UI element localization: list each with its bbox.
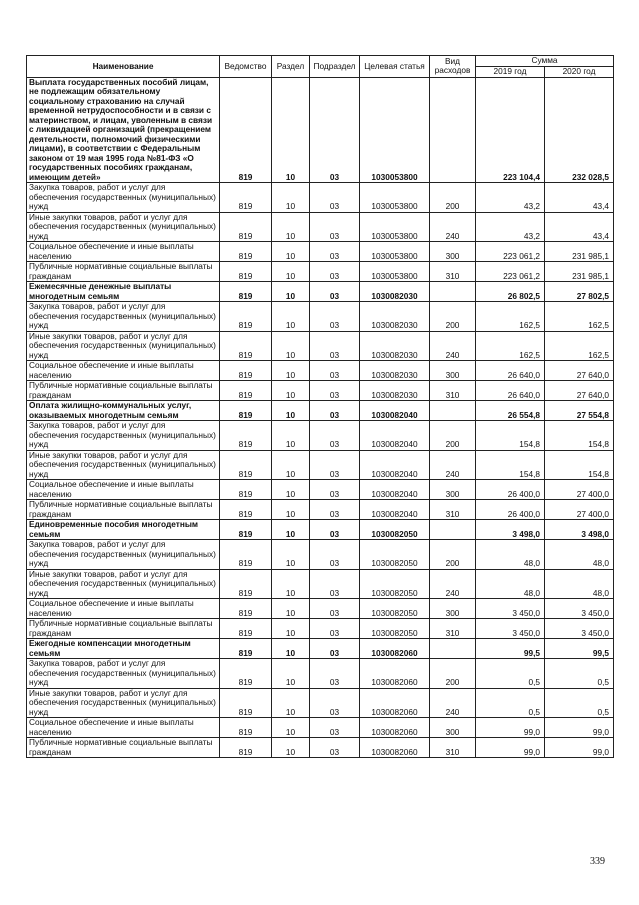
table-row [27, 212, 614, 242]
row-section: 10 [272, 183, 310, 213]
row-section: 10 [272, 480, 310, 500]
row-name: Публичные нормативные социальные выплаты гражданам [27, 262, 220, 282]
row-department: 819 [220, 77, 272, 183]
row-department: 819 [220, 183, 272, 213]
row-sum-2020: 154,8 [545, 421, 614, 451]
row-expense-type [430, 282, 476, 302]
table-row [27, 738, 614, 758]
row-target: 1030082030 [360, 331, 430, 361]
table-row [27, 401, 614, 421]
row-sum-2020: 231 985,1 [545, 242, 614, 262]
row-sum-2020: 0,5 [545, 659, 614, 689]
row-sum-2019: 223 104,4 [476, 77, 545, 183]
row-subsection: 03 [310, 500, 360, 520]
row-sum-2020: 3 498,0 [545, 520, 614, 540]
row-expense-type: 240 [430, 450, 476, 480]
row-expense-type: 310 [430, 500, 476, 520]
row-target: 1030082030 [360, 282, 430, 302]
row-department: 819 [220, 738, 272, 758]
row-sum-2020: 162,5 [545, 302, 614, 332]
row-department: 819 [220, 569, 272, 599]
row-expense-type: 310 [430, 381, 476, 401]
table-row [27, 381, 614, 401]
row-sum-2020: 27 640,0 [545, 381, 614, 401]
row-name: Ежегодные компенсации многодетным семьям [27, 639, 220, 659]
row-section: 10 [272, 569, 310, 599]
row-section: 10 [272, 421, 310, 451]
row-expense-type: 310 [430, 619, 476, 639]
row-section: 10 [272, 381, 310, 401]
row-target: 1030082030 [360, 361, 430, 381]
table-row [27, 639, 614, 659]
row-name: Публичные нормативные социальные выплаты гражданам [27, 738, 220, 758]
row-name: Закупка товаров, работ и услуг для обеспечения государственных (муниципальных) нужд [27, 302, 220, 332]
row-name: Единовременные пособия многодетным семьям [27, 520, 220, 540]
row-subsection: 03 [310, 540, 360, 570]
table-row [27, 520, 614, 540]
budget-table [26, 55, 614, 758]
row-target: 1030082060 [360, 738, 430, 758]
table-row [27, 450, 614, 480]
row-section: 10 [272, 401, 310, 421]
row-department: 819 [220, 500, 272, 520]
row-name: Ежемесячные денежные выплаты многодетным семьям [27, 282, 220, 302]
row-expense-type: 300 [430, 599, 476, 619]
row-department: 819 [220, 242, 272, 262]
row-sum-2019: 3 450,0 [476, 619, 545, 639]
row-sum-2020: 3 450,0 [545, 619, 614, 639]
row-department: 819 [220, 520, 272, 540]
row-subsection: 03 [310, 242, 360, 262]
row-target: 1030053800 [360, 212, 430, 242]
row-sum-2019: 48,0 [476, 569, 545, 599]
row-name: Иные закупки товаров, работ и услуг для обеспечения государственных (муниципальных) нужд [27, 212, 220, 242]
row-section: 10 [272, 520, 310, 540]
row-target: 1030082030 [360, 381, 430, 401]
row-expense-type: 300 [430, 480, 476, 500]
row-sum-2020: 231 985,1 [545, 262, 614, 282]
row-target: 1030082060 [360, 688, 430, 718]
row-sum-2020: 3 450,0 [545, 599, 614, 619]
row-sum-2020: 48,0 [545, 569, 614, 599]
row-sum-2020: 27 400,0 [545, 500, 614, 520]
row-expense-type: 300 [430, 361, 476, 381]
table-row [27, 282, 614, 302]
row-expense-type: 200 [430, 421, 476, 451]
row-sum-2019: 48,0 [476, 540, 545, 570]
header-name: Наименование [27, 56, 220, 78]
row-section: 10 [272, 540, 310, 570]
row-section: 10 [272, 738, 310, 758]
row-sum-2020: 232 028,5 [545, 77, 614, 183]
row-target: 1030053800 [360, 77, 430, 183]
row-department: 819 [220, 540, 272, 570]
row-subsection: 03 [310, 401, 360, 421]
row-sum-2020: 99,0 [545, 718, 614, 738]
row-expense-type: 300 [430, 242, 476, 262]
row-sum-2019: 43,2 [476, 212, 545, 242]
row-sum-2019: 3 498,0 [476, 520, 545, 540]
row-expense-type: 240 [430, 688, 476, 718]
table-row [27, 619, 614, 639]
row-name: Иные закупки товаров, работ и услуг для обеспечения государственных (муниципальных) нужд [27, 331, 220, 361]
row-expense-type [430, 520, 476, 540]
row-department: 819 [220, 361, 272, 381]
row-subsection: 03 [310, 688, 360, 718]
row-expense-type: 300 [430, 718, 476, 738]
table-row [27, 718, 614, 738]
row-name: Социальное обеспечение и иные выплаты населению [27, 718, 220, 738]
row-sum-2020: 162,5 [545, 331, 614, 361]
row-expense-type: 240 [430, 569, 476, 599]
row-name: Выплата государственных пособий лицам, не подлежащим обязательному социальному страхованию на случай временной нетрудоспособности и в связи с материнством, и лицам, уволенным в связи с ликвидацией организаций (прекращением деятельности, полномочий физическими лицами), в соответствии с Федеральным законом от 19 мая 1995 года №81-ФЗ «О государственных пособиях гражданам, имеющим детей» [27, 77, 220, 183]
row-expense-type: 200 [430, 540, 476, 570]
row-name: Закупка товаров, работ и услуг для обеспечения государственных (муниципальных) нужд [27, 540, 220, 570]
row-section: 10 [272, 282, 310, 302]
row-sum-2019: 43,2 [476, 183, 545, 213]
table-row [27, 242, 614, 262]
row-section: 10 [272, 242, 310, 262]
table-row [27, 599, 614, 619]
row-subsection: 03 [310, 659, 360, 689]
row-sum-2019: 26 400,0 [476, 480, 545, 500]
row-sum-2020: 154,8 [545, 450, 614, 480]
row-sum-2019: 223 061,2 [476, 262, 545, 282]
row-sum-2019: 99,0 [476, 738, 545, 758]
table-row [27, 480, 614, 500]
row-name: Закупка товаров, работ и услуг для обеспечения государственных (муниципальных) нужд [27, 183, 220, 213]
row-target: 1030082050 [360, 619, 430, 639]
row-sum-2020: 27 802,5 [545, 282, 614, 302]
row-expense-type: 240 [430, 331, 476, 361]
row-department: 819 [220, 262, 272, 282]
row-target: 1030082040 [360, 401, 430, 421]
table-row [27, 77, 614, 183]
row-department: 819 [220, 381, 272, 401]
row-section: 10 [272, 450, 310, 480]
row-name: Социальное обеспечение и иные выплаты населению [27, 480, 220, 500]
row-department: 819 [220, 401, 272, 421]
row-target: 1030082030 [360, 302, 430, 332]
row-sum-2019: 162,5 [476, 302, 545, 332]
row-subsection: 03 [310, 77, 360, 183]
row-subsection: 03 [310, 639, 360, 659]
row-name: Публичные нормативные социальные выплаты гражданам [27, 381, 220, 401]
row-department: 819 [220, 302, 272, 332]
table-row [27, 331, 614, 361]
row-subsection: 03 [310, 520, 360, 540]
row-expense-type: 310 [430, 738, 476, 758]
row-section: 10 [272, 500, 310, 520]
row-target: 1030053800 [360, 183, 430, 213]
row-section: 10 [272, 361, 310, 381]
table-row [27, 540, 614, 570]
row-sum-2020: 27 554,8 [545, 401, 614, 421]
row-target: 1030082040 [360, 480, 430, 500]
row-department: 819 [220, 282, 272, 302]
header-target: Целевая статья [360, 56, 430, 78]
row-name: Социальное обеспечение и иные выплаты населению [27, 361, 220, 381]
table-row [27, 262, 614, 282]
table-row [27, 659, 614, 689]
row-subsection: 03 [310, 619, 360, 639]
row-subsection: 03 [310, 738, 360, 758]
row-section: 10 [272, 212, 310, 242]
row-section: 10 [272, 302, 310, 332]
row-subsection: 03 [310, 450, 360, 480]
row-target: 1030082050 [360, 540, 430, 570]
row-subsection: 03 [310, 361, 360, 381]
row-target: 1030082040 [360, 421, 430, 451]
row-subsection: 03 [310, 718, 360, 738]
row-sum-2020: 99,0 [545, 738, 614, 758]
row-sum-2020: 27 400,0 [545, 480, 614, 500]
row-section: 10 [272, 639, 310, 659]
header-sum: Сумма [476, 56, 614, 67]
row-name: Иные закупки товаров, работ и услуг для обеспечения государственных (муниципальных) нужд [27, 450, 220, 480]
row-department: 819 [220, 331, 272, 361]
row-department: 819 [220, 450, 272, 480]
row-subsection: 03 [310, 480, 360, 500]
row-department: 819 [220, 619, 272, 639]
row-subsection: 03 [310, 569, 360, 599]
page-number: 339 [590, 856, 605, 867]
row-department: 819 [220, 639, 272, 659]
row-department: 819 [220, 688, 272, 718]
row-expense-type: 240 [430, 212, 476, 242]
row-sum-2020: 43,4 [545, 212, 614, 242]
row-sum-2019: 162,5 [476, 331, 545, 361]
row-sum-2020: 48,0 [545, 540, 614, 570]
row-target: 1030082040 [360, 450, 430, 480]
row-target: 1030053800 [360, 242, 430, 262]
row-department: 819 [220, 212, 272, 242]
row-sum-2019: 3 450,0 [476, 599, 545, 619]
row-sum-2019: 223 061,2 [476, 242, 545, 262]
row-expense-type [430, 639, 476, 659]
row-section: 10 [272, 331, 310, 361]
row-sum-2019: 26 400,0 [476, 500, 545, 520]
table-row [27, 302, 614, 332]
header-year-2019: 2019 год [476, 67, 545, 78]
row-sum-2019: 26 802,5 [476, 282, 545, 302]
header-department: Ведомство [220, 56, 272, 78]
row-department: 819 [220, 421, 272, 451]
header-subsection: Подраздел [310, 56, 360, 78]
row-expense-type: 200 [430, 183, 476, 213]
table-row [27, 421, 614, 451]
row-subsection: 03 [310, 599, 360, 619]
row-section: 10 [272, 599, 310, 619]
row-target: 1030082060 [360, 718, 430, 738]
row-section: 10 [272, 619, 310, 639]
row-section: 10 [272, 718, 310, 738]
row-section: 10 [272, 77, 310, 183]
row-expense-type: 200 [430, 302, 476, 332]
row-name: Социальное обеспечение и иные выплаты населению [27, 242, 220, 262]
header-expense-type: Вид расходов [430, 56, 476, 78]
row-target: 1030082050 [360, 599, 430, 619]
row-department: 819 [220, 718, 272, 738]
row-department: 819 [220, 480, 272, 500]
row-target: 1030082040 [360, 500, 430, 520]
row-name: Иные закупки товаров, работ и услуг для обеспечения государственных (муниципальных) нужд [27, 688, 220, 718]
row-sum-2019: 0,5 [476, 659, 545, 689]
table-row [27, 569, 614, 599]
header-year-2020: 2020 год [545, 67, 614, 78]
row-sum-2019: 0,5 [476, 688, 545, 718]
row-name: Публичные нормативные социальные выплаты гражданам [27, 619, 220, 639]
row-section: 10 [272, 262, 310, 282]
row-expense-type: 200 [430, 659, 476, 689]
table-row [27, 361, 614, 381]
row-name: Публичные нормативные социальные выплаты гражданам [27, 500, 220, 520]
row-subsection: 03 [310, 183, 360, 213]
row-expense-type [430, 401, 476, 421]
row-sum-2020: 99,5 [545, 639, 614, 659]
row-subsection: 03 [310, 302, 360, 332]
row-sum-2019: 26 640,0 [476, 381, 545, 401]
row-target: 1030082060 [360, 639, 430, 659]
table-row [27, 688, 614, 718]
row-name: Иные закупки товаров, работ и услуг для обеспечения государственных (муниципальных) нужд [27, 569, 220, 599]
row-target: 1030053800 [360, 262, 430, 282]
row-name: Социальное обеспечение и иные выплаты населению [27, 599, 220, 619]
row-department: 819 [220, 659, 272, 689]
row-name: Оплата жилищно-коммунальных услуг, оказываемых многодетным семьям [27, 401, 220, 421]
row-sum-2019: 154,8 [476, 450, 545, 480]
row-expense-type: 310 [430, 262, 476, 282]
row-subsection: 03 [310, 262, 360, 282]
row-section: 10 [272, 688, 310, 718]
row-department: 819 [220, 599, 272, 619]
row-subsection: 03 [310, 282, 360, 302]
row-name: Закупка товаров, работ и услуг для обеспечения государственных (муниципальных) нужд [27, 421, 220, 451]
table-row [27, 500, 614, 520]
row-name: Закупка товаров, работ и услуг для обеспечения государственных (муниципальных) нужд [27, 659, 220, 689]
row-target: 1030082060 [360, 659, 430, 689]
row-target: 1030082050 [360, 520, 430, 540]
row-sum-2019: 154,8 [476, 421, 545, 451]
row-sum-2019: 99,5 [476, 639, 545, 659]
row-sum-2020: 27 640,0 [545, 361, 614, 381]
row-section: 10 [272, 659, 310, 689]
row-subsection: 03 [310, 421, 360, 451]
row-expense-type [430, 77, 476, 183]
row-subsection: 03 [310, 212, 360, 242]
table-row [27, 183, 614, 213]
row-sum-2019: 26 554,8 [476, 401, 545, 421]
row-sum-2019: 99,0 [476, 718, 545, 738]
row-subsection: 03 [310, 381, 360, 401]
row-sum-2019: 26 640,0 [476, 361, 545, 381]
row-sum-2020: 0,5 [545, 688, 614, 718]
header-section: Раздел [272, 56, 310, 78]
row-subsection: 03 [310, 331, 360, 361]
row-sum-2020: 43,4 [545, 183, 614, 213]
row-target: 1030082050 [360, 569, 430, 599]
